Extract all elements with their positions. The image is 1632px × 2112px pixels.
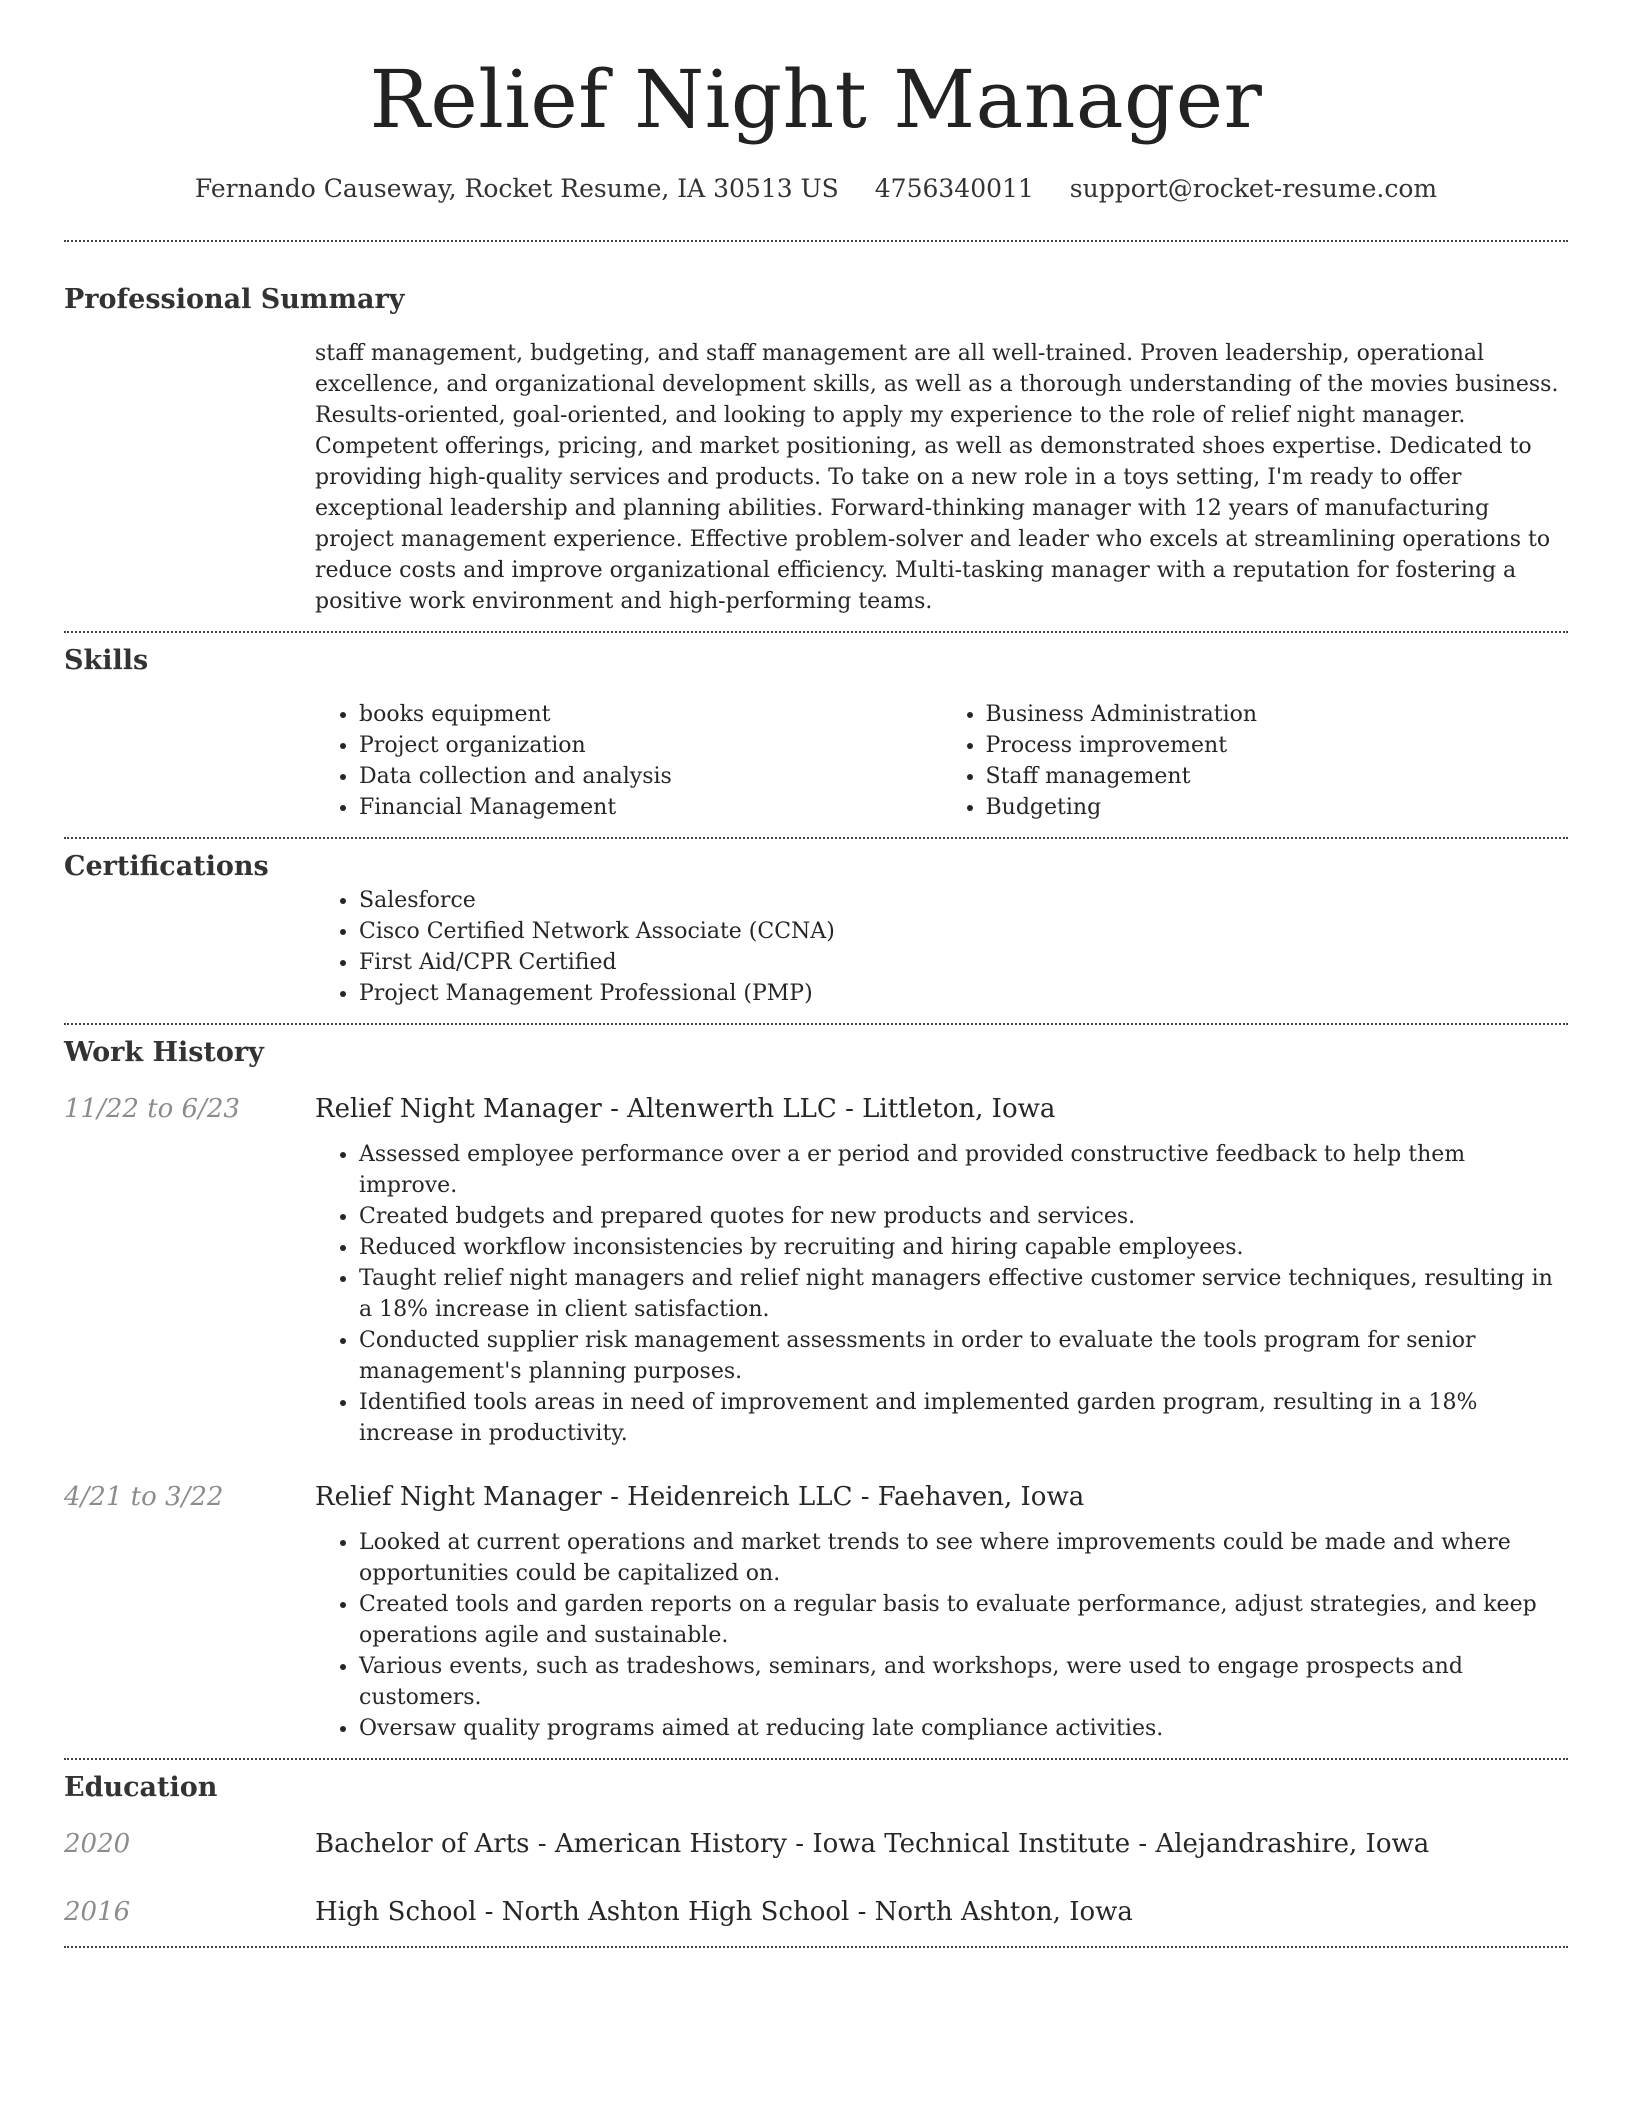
skills-grid <box>315 699 1568 823</box>
skill-item: • Financial Management <box>359 792 942 823</box>
job-bullet: • Created budgets and prepared quotes for new products and services. <box>359 1201 1568 1232</box>
section-title-skills: Skills <box>64 645 149 676</box>
skills-list-right <box>942 699 1569 823</box>
skill-item: • Data collection and analysis <box>359 761 942 792</box>
job-heading: Relief Night Manager - Heidenreich LLC - Faehaven, Iowa <box>315 1482 1085 1512</box>
skill-item: • Project organization <box>359 730 942 761</box>
certification-item: • Project Management Professional (PMP) <box>359 978 1568 1009</box>
candidate-name: Relief Night Manager <box>369 53 1263 146</box>
job-bullet: • Reduced workflow inconsistencies by recruiting and hiring capable employees. <box>359 1232 1568 1263</box>
work-history-section <box>64 1025 1568 1758</box>
section-title-work: Work History <box>64 1037 264 1068</box>
skill-item: • Process improvement <box>986 730 1569 761</box>
contact-phone: 4756340011 <box>874 174 1034 203</box>
skill-item: • books equipment <box>359 699 942 730</box>
section-title-certifications: Certifications <box>64 851 269 882</box>
skill-item: • Staff management <box>986 761 1569 792</box>
education-heading: High School - North Ashton High School - North Ashton, Iowa <box>315 1897 1133 1927</box>
job-bullet: • Assessed employee performance over a er period and provided constructive feedback to help them improve. <box>359 1139 1568 1201</box>
education-year: 2020 <box>64 1829 131 1859</box>
job-bullet: • Various events, such as tradeshows, seminars, and workshops, were used to engage prospects and customers. <box>359 1651 1568 1713</box>
skill-item: • Business Administration <box>986 699 1569 730</box>
section-title-education: Education <box>64 1772 218 1803</box>
education-heading: Bachelor of Arts - American History - Iowa Technical Institute - Alejandrashire, Iowa <box>315 1829 1430 1859</box>
education-entry <box>64 1892 1568 1932</box>
contact-address: Fernando Causeway, Rocket Resume, IA 30513 US <box>194 174 839 203</box>
job-bullets <box>315 1527 1568 1744</box>
education-section <box>64 1760 1568 1946</box>
skill-item: • Budgeting <box>986 792 1569 823</box>
skills-list-left <box>315 699 942 823</box>
job-dates: 4/21 to 3/22 <box>64 1482 224 1512</box>
job-bullet: • Identified tools areas in need of improvement and implemented garden program, resulting in a 18% increase in productivity. <box>359 1387 1568 1449</box>
job-bullet: • Looked at current operations and market trends to see where improvements could be made and where opportunities could be capitalized on. <box>359 1527 1568 1589</box>
certification-item: • Salesforce <box>359 885 1568 916</box>
job-bullet: • Taught relief night managers and relief night managers effective customer service techniques, resulting in a 18% increase in client satisfaction. <box>359 1263 1568 1325</box>
summary-text: staff management, budgeting, and staff management are all well-trained. Proven leadership, operational excellence, and organizational development skills, as well as a thorough understanding of the movies business. Results-oriented, goal-oriented, and looking to apply my experience to the role of relief night manager. Competent offerings, pricing, and market positioning, as well as demonstrated shoes expertise. Dedicated to providing high-quality services and products. To take on a new role in a toys setting, I'm ready to offer exceptional leadership and planning abilities. Forward-thinking manager with 12 years of manufacturing project management experience. Effective problem-solver and leader who excels at streamlining operations to reduce costs and improve organizational efficiency. Multi-tasking manager with a reputation for fostering a positive work environment and high-performing teams. <box>315 341 1559 614</box>
skills-section <box>64 633 1568 837</box>
section-divider <box>64 1946 1568 1948</box>
summary-section <box>64 242 1568 631</box>
job-dates: 11/22 to 6/23 <box>64 1094 240 1124</box>
job-bullets <box>315 1139 1568 1449</box>
certifications-list <box>315 885 1568 1009</box>
job-entry <box>64 1477 1568 1744</box>
job-bullet: • Oversaw quality programs aimed at reducing late compliance activities. <box>359 1713 1568 1744</box>
certification-item: • Cisco Certified Network Associate (CCNA) <box>359 916 1568 947</box>
job-heading: Relief Night Manager - Altenwerth LLC - Littleton, Iowa <box>315 1094 1056 1124</box>
job-entry <box>64 1089 1568 1449</box>
certifications-section <box>64 839 1568 1023</box>
job-bullet: • Created tools and garden reports on a regular basis to evaluate performance, adjust strategies, and keep operations agile and sustainable. <box>359 1589 1568 1651</box>
contact-email: support@rocket-resume.com <box>1069 174 1438 203</box>
education-year: 2016 <box>64 1897 131 1927</box>
certification-item: • First Aid/CPR Certified <box>359 947 1568 978</box>
section-title-summary: Professional Summary <box>64 284 405 315</box>
education-entry <box>64 1824 1568 1864</box>
contact-line <box>64 172 1568 206</box>
job-bullet: • Conducted supplier risk management assessments in order to evaluate the tools program for senior management's planning purposes. <box>359 1325 1568 1387</box>
